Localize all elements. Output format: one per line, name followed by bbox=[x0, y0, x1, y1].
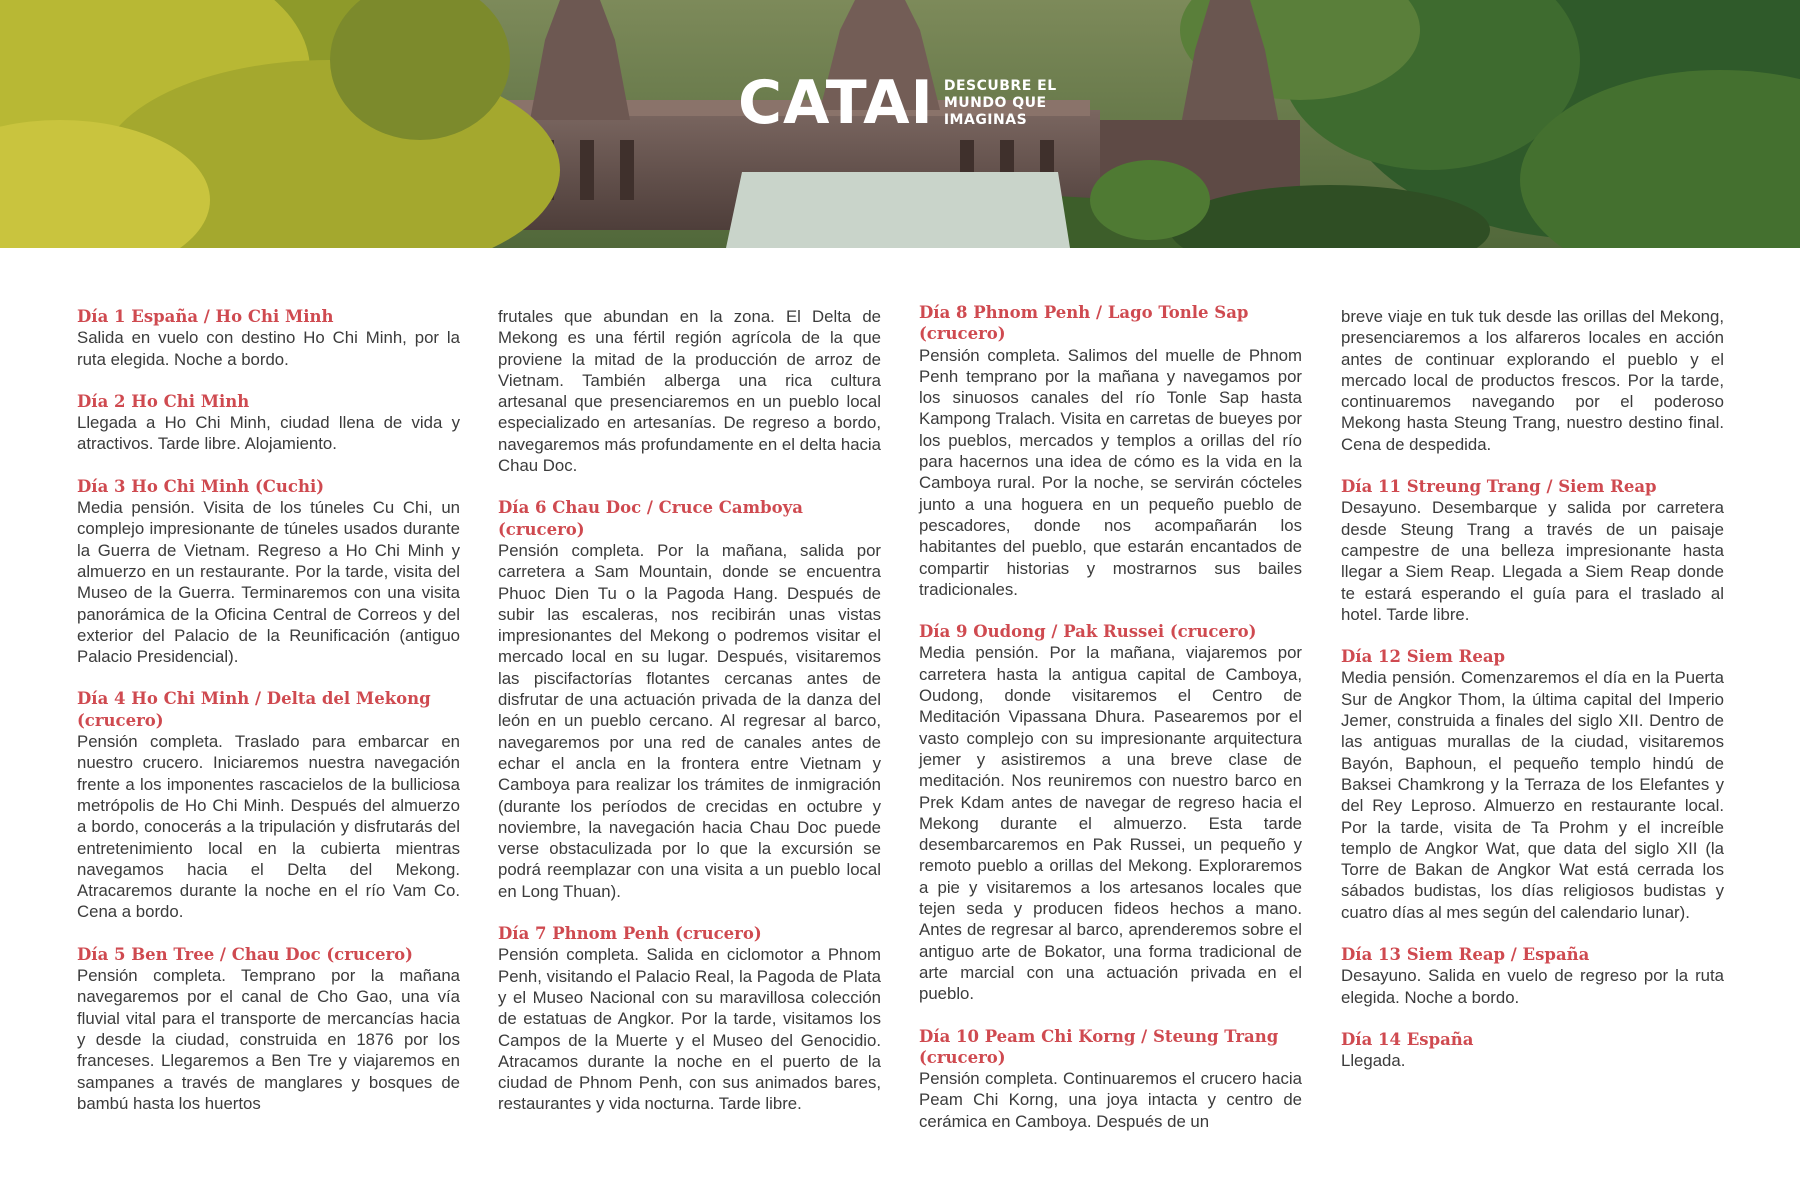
day-description: Pensión completa. Por la mañana, salida por carretera a Sam Mountain, donde se encuentra Phuoc Dien Tu o la Pagoda Hang. Después de subir las escaleras, nos recibirán unas vistas impresionantes del Mekong o podremos visitar el mercado local en su lugar. Después, visitaremos las piscifactorías flotantes cercanas antes de disfrutar de una actuación privada de la danza del león en un pueblo cercano. Al regresar al barco, navegaremos por una red de canales antes de echar el ancla en la frontera entre Vietnam y Camboya para realizar los trámites de inmigración (durante los períodos de crecidas en octubre y noviembre, la navegación hacia Chau Doc puede verse obstaculizada por lo que la excursión se podrá reemplazar con una visita a un pueblo local en Long Thuan). bbox=[498, 540, 881, 901]
day-title: Día 12 Siem Reap bbox=[1341, 647, 1506, 667]
day-description-continued: breve viaje en tuk tuk desde las orillas del Mekong, presenciaremos a los alfareros locales en acción antes de continuar explorando el pueblo y el mercado local de productos frescos. Por la tarde, continuaremos navegando por el poderoso Mekong hasta Steung Trang, nuestro destino final. Cena de despedida. bbox=[1341, 307, 1724, 454]
day-description: Pensión completa. Salida en ciclomotor a Phnom Penh, visitando el Palacio Real, la Pagoda de Plata y el Museo Nacional con su maravillosa colección de estatuas de Angkor. Por la tarde, visitamos los Campos de la Muerte y el Museo del Genocidio. Atracamos durante la noche en el puerto de la ciudad de Phnom Penh, con sus animados bares, restaurantes y vida nocturna. Tarde libre. bbox=[498, 945, 881, 1114]
day-title: Día 10 Peam Chi Korng / Steung Trang (crucero) bbox=[919, 1026, 1279, 1067]
day-title: Día 14 España bbox=[1341, 1029, 1474, 1049]
day-title: Día 3 Ho Chi Minh (Cuchi) bbox=[77, 476, 325, 496]
day-description: Pensión completa. Salimos del muelle de Phnom Penh temprano por la mañana y navegamos por los sinuosos canales del río Tonle Sap hasta Kampong Tralach. Visita en carretas de bueyes por los pueblos, mercados y templos a orillas del río para hacernos una idea de cómo es la vida en la Camboya rural. Por la noche, se servirán cócteles junto a una hoguera en un pequeño pueblo de pescadores, donde nos acompañarán los habitantes del pueblo, que estarán encantados de compartir historias y mostrarnos sus bailes tradicionales. bbox=[919, 345, 1302, 599]
day-4 bbox=[77, 688, 460, 922]
day-title: Día 9 Oudong / Pak Russei (crucero) bbox=[919, 622, 1257, 642]
day-10-continued bbox=[1341, 306, 1724, 455]
day-description: Media pensión. Comenzaremos el día en la Puerta Sur de Angkor Thom, la última capital del Imperio Jemer, construida a finales del siglo XII. Dentro de las antiguas murallas de la ciudad, visitaremos Bayón, Baphoun, el pequeño templo hindú de Baksei Chamkrong y la Terraza de los Elefantes y del Rey Leproso. Almuerzo en restaurante local. Por la tarde, visita de Ta Prohm y el increíble templo de Angkor Wat, que data del siglo XII (la Torre de Bakan de Angkor Wat está cerrada los sábados budistas, los días religiosos budistas y cuatro días al mes según del calendario lunar). bbox=[1341, 668, 1724, 922]
tagline-line-1: DESCUBRE EL bbox=[943, 77, 1057, 94]
day-title: Día 6 Chau Doc / Cruce Camboya (crucero) bbox=[498, 498, 803, 539]
day-description: Llegada a Ho Chi Minh, ciudad llena de vida y atractivos. Tarde libre. Alojamiento. bbox=[77, 413, 460, 454]
day-title: Día 4 Ho Chi Minh / Delta del Mekong (crucero) bbox=[77, 689, 431, 730]
day-12 bbox=[1341, 646, 1724, 923]
day-description: Media pensión. Visita de los túneles Cu Chi, un complejo impresionante de túneles usados durante la Guerra de Vietnam. Regreso a Ho Chi Minh y almuerzo en un restaurante. Por la tarde, visita del Museo de la Guerra. Terminaremos con una visita panorámica de la Oficina Central de Correos y del exterior del Palacio de la Reunificación (antiguo Palacio Presidencial). bbox=[77, 498, 460, 667]
catai-logo bbox=[738, 68, 1057, 138]
day-10 bbox=[919, 1026, 1302, 1132]
day-description: Salida en vuelo con destino Ho Chi Minh, por la ruta elegida. Noche a bordo. bbox=[77, 328, 460, 369]
logo-tagline bbox=[944, 78, 1057, 129]
day-11 bbox=[1341, 476, 1724, 625]
day-description: Pensión completa. Traslado para embarcar en nuestro crucero. Iniciaremos nuestra navegación frente a los imponentes rascacielos de la bulliciosa metrópolis de Ho Chi Minh. Después del almuerzo a bordo, conocerás a la tripulación y disfrutarás del entretenimiento local en la cubierta mientras navegamos hacia el Delta del Mekong. Atracaremos durante la noche en el río Vam Co. Cena a bordo. bbox=[77, 732, 460, 922]
day-description-continued: frutales que abundan en la zona. El Delta de Mekong es una fértil región agrícola de la que proviene la mitad de la producción de arroz de Vietnam. También alberga una rica cultura artesanal que presenciaremos en un pueblo local especializado en artesanías. De regreso a bordo, navegaremos más profundamente en el delta hacia Chau Doc. bbox=[498, 307, 881, 476]
day-13 bbox=[1341, 944, 1724, 1008]
itinerary-column-2 bbox=[498, 306, 881, 1136]
day-description: Llegada. bbox=[1341, 1051, 1406, 1071]
day-description: Pensión completa. Temprano por la mañana navegaremos por el canal de Cho Gao, una vía fluvial vital para el transporte de mercancías hacia y desde la ciudad, construida en 1876 por los franceses. Llegaremos a Ben Tre y viajaremos en sampanes a través de manglares y bosques de bambú hasta los huertos bbox=[77, 966, 460, 1113]
day-title: Día 7 Phnom Penh (crucero) bbox=[498, 924, 762, 944]
day-title: Día 13 Siem Reap / España bbox=[1341, 945, 1590, 965]
day-6 bbox=[498, 497, 881, 902]
day-title: Día 5 Ben Tree / Chau Doc (crucero) bbox=[77, 944, 413, 964]
tagline-line-3: IMAGINAS bbox=[943, 111, 1028, 128]
day-title: Día 2 Ho Chi Minh bbox=[77, 391, 250, 411]
tagline-line-2: MUNDO QUE bbox=[943, 94, 1047, 111]
itinerary-column-3 bbox=[919, 302, 1302, 1153]
day-description: Media pensión. Por la mañana, viajaremos por carretera hasta la antigua capital de Camboya, Oudong, donde visitaremos el Centro de Meditación Vipassana Dhura. Pasearemos por el vasto complejo con su impresionante arquitectura jemer y asistiremos a una breve clase de meditación. Nos reuniremos con nuestro barco en Prek Kdam antes de navegar de regreso hacia el Mekong durante el almuerzo. Esta tarde desembarcaremos en Pak Russei, un pequeño y remoto pueblo a orillas del Mekong. Exploraremos a pie y visitaremos a los artesanos locales que tejen seda y producen fideos hechos a mano. Antes de regresar al barco, aprenderemos sobre el antiguo arte de Bokator, una forma tradicional de arte marcial con una actuación privada en el pueblo. bbox=[919, 643, 1302, 1004]
day-description: Desayuno. Desembarque y salida por carretera desde Steung Trang a través de un paisaje campestre de una belleza impresionante hasta llegar a Siem Reap. Llegada a Siem Reap donde te estará esperando el guía para el traslado al hotel. Tarde libre. bbox=[1341, 498, 1724, 624]
day-8 bbox=[919, 302, 1302, 600]
itinerary bbox=[77, 303, 1727, 1166]
day-title: Día 8 Phnom Penh / Lago Tonle Sap (crucero) bbox=[919, 303, 1249, 344]
day-14 bbox=[1341, 1029, 1724, 1072]
itinerary-column-4 bbox=[1341, 306, 1724, 1093]
day-1 bbox=[77, 306, 460, 370]
day-5-continued bbox=[498, 306, 881, 476]
logo-wordmark: CATAI bbox=[738, 68, 934, 138]
day-7 bbox=[498, 923, 881, 1115]
day-description: Desayuno. Salida en vuelo de regreso por la ruta elegida. Noche a bordo. bbox=[1341, 966, 1724, 1007]
day-title: Día 1 España / Ho Chi Minh bbox=[77, 307, 334, 326]
day-9 bbox=[919, 621, 1302, 1004]
day-2 bbox=[77, 391, 460, 455]
day-description: Pensión completa. Continuaremos el crucero hacia Peam Chi Korng, una joya intacta y centro de cerámica en Camboya. Después de un bbox=[919, 1069, 1302, 1131]
itinerary-column-1 bbox=[77, 306, 460, 1135]
day-5 bbox=[77, 944, 460, 1114]
day-title: Día 11 Streung Trang / Siem Reap bbox=[1341, 477, 1657, 497]
hero-banner bbox=[0, 0, 1800, 248]
day-3 bbox=[77, 476, 460, 668]
